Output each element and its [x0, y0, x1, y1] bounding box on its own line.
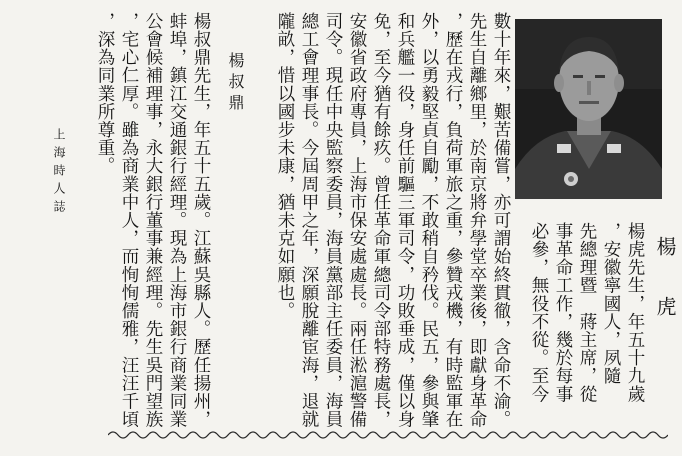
middle-text-line-5: 和兵艦一役，身任前驅三軍司令，功敗垂成，僅以身	[395, 12, 415, 429]
right-text-line-2: ，安徽寧國人，夙隨	[601, 222, 621, 385]
middle-text-line-9: 總工會理事長。今屆周甲之年，深願脫離宦海，退就	[299, 12, 319, 429]
middle-text-line-1: 數十年來，艱苦備嘗，亦可謂始終貫徹，含命不渝。	[491, 12, 511, 429]
person-name-yang-shuding: 楊叔鼎	[226, 52, 245, 115]
left-text-line-2: 蚌埠，鎮江交通銀行經理。現為上海市銀行商業同業	[167, 12, 187, 429]
wavy-divider	[108, 426, 668, 444]
right-text-line-3: 先總理暨 蔣主席，從	[577, 222, 597, 403]
right-text-line-1: 楊虎先生，年五十九歲	[625, 222, 645, 403]
left-text-line-4: ，宅心仁厚。雖為商業中人，而恂恂儒雅，汪汪千頃	[119, 12, 139, 429]
right-text-line-4: 事革命工作，幾於每事	[553, 222, 573, 403]
middle-text-line-4: 外，以勇毅堅貞自勵，不敢稍自矜伐。民五，參與肇	[419, 12, 439, 429]
right-text-line-5: 必參，無役不從。至今	[529, 222, 549, 403]
left-text-line-1: 楊叔鼎先生，年五十五歲。江蘇吳縣人。歷任揚州，	[191, 12, 211, 429]
middle-text-line-6: 免，至今猶有餘疚。曾任革命軍總司令部特務處長，	[371, 12, 391, 429]
left-text-line-3: 公會候補理事，永大銀行董事兼經理。先生吳門望族	[143, 12, 163, 429]
portrait-figure	[515, 19, 662, 199]
middle-text-line-2: 先生自離鄉里，於南京將弁學堂卒業後，即獻身革命	[467, 12, 487, 429]
left-text-line-5: ，深為同業所尊重。	[95, 12, 115, 175]
middle-text-line-10: 隴畝，惜以國步未康，猶未克如願也。	[275, 12, 295, 320]
middle-text-line-7: 安徽省政府專員，上海市保安處處長。兩任淞滬警備	[347, 12, 367, 429]
source-label: 上海時人誌	[52, 128, 66, 218]
person-name-yang-hu: 楊 虎	[653, 236, 677, 324]
portrait-photo	[515, 19, 662, 199]
middle-text-line-3: ，歷在戎行，負荷軍旅之重，參贊戎機，有時監軍在	[443, 12, 463, 429]
middle-text-line-8: 司令。現任中央監察委員，海員黨部主任委員，海員	[323, 12, 343, 429]
